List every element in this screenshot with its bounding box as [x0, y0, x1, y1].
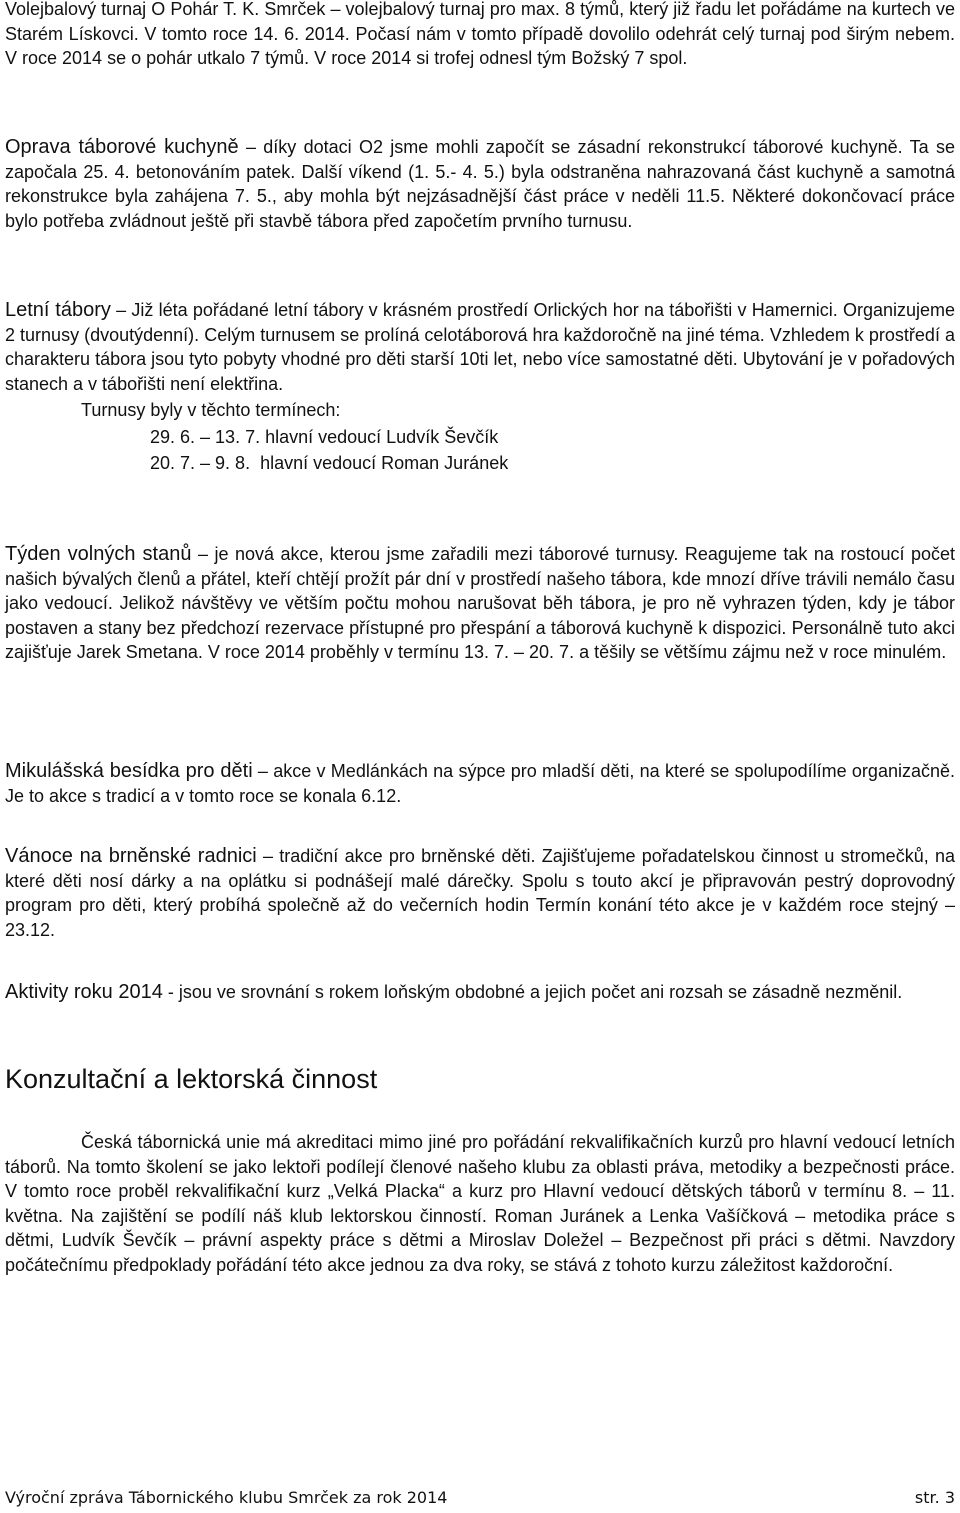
term-item-1: 29. 6. – 13. 7. hlavní vedoucí Ludvík Ševčík [150, 426, 499, 447]
kuchyne-text: – díky dotaci O2 jsme mohli započít se zásadní rekonstrukcí táborové kuchyně. Ta se započala 25. 4. betonováním patek. Další víkend (1. 5.- 4. 5.) byla odstraněna nahrazovaná část kuchyně a samotná rekonstrukce byla zahájena 7. 5., aby mohla být nejzásadnější část práce v neděli 11.5. Některé dokončovací práce bylo potřeba zvládnout ještě při stavbě tábora před započetím prvního turnusu. [5, 137, 955, 231]
tabory-section [5, 298, 955, 476]
page-footer [5, 1488, 955, 1508]
vanoce-paragraph [5, 844, 955, 942]
aktivity-title: Aktivity roku 2014 [5, 981, 163, 1003]
terms-title: Turnusy byly v těchto termínech: [81, 400, 341, 420]
konzultace-text: Česká tábornická unie má akreditaci mimo jiné pro pořádání rekvalifikačních kurzů pro hlavní vedoucí letních táborů. Na tomto školení se jako lektoři podílejí členové našeho klubu za oblasti práva, metodiky a bezpečnosti práce. V tomto roce proběl rekvalifikační kurz „Velká Placka“ a kurz pro Hlavní vedoucí dětských táborů v termínu 8. – 11. května. Na zajištění se podílí náš klub lektorskou činností. Roman Juránek a Lenka Vašíčková – metodika práce s dětmi, Ludvík Ševčík – právní aspekty práce s dětmi a Miroslav Doležel – Bezpečnost při práci s dětmi. Navzdory počátečnímu předpoklady pořádání této akce jednou za dva roky, se stává z tohoto kurzu záležitost každoroční. [5, 1132, 955, 1275]
term-item-2: 20. 7. – 9. 8. hlavní vedoucí Roman Juránek [150, 453, 509, 473]
tabory-title: Letní tábory [5, 299, 111, 321]
tabory-paragraph [5, 298, 955, 396]
mikulas-title: Mikulášská besídka pro děti [5, 760, 253, 782]
aktivity-text: - jsou ve srovnání s rokem loňským obdobné a jejich počet ani rozsah se zásadně nezměnil. [162, 982, 903, 1002]
kuchyne-title: Oprava táborové kuchyně [5, 136, 239, 158]
konzultace-heading: Konzultační a lektorská činnost [5, 1064, 378, 1094]
stany-title: Týden volných stanů [5, 543, 192, 565]
konzultace-paragraph [5, 1130, 955, 1277]
vanoce-title: Vánoce na brněnské radnici [5, 845, 257, 867]
volejbal-text: Volejbalový turnaj O Pohár T. K. Smrček – volejbalový turnaj pro max. 8 týmů, který již řadu let pořádáme na kurtech ve Starém Lískovci. V tomto roce 14. 6. 2014. Počasí nám v tomto případě dovolilo odehrát celý turnaj pod širým nebem. V roce 2014 se o pohár utkalo 7 týmů. V roce 2014 si trofej odnesl tým Božský 7 spol. [5, 0, 955, 68]
aktivity-paragraph [5, 980, 955, 1005]
vanoce-text: – tradiční akce pro brněnské děti. Zajišťujeme pořadatelskou činnost u stromečků, na které děti nosí dárky a na oplátku si podnášejí malé dárečky. Spolu s touto akcí je připravován pestrý doprovodný program pro děti, který probíhá společně až do večerních hodin Termín konání této akce je v každém roce stejný – 23.12. [5, 846, 955, 940]
stany-text: – je nová akce, kterou jsme zařadili mezi táborové turnusy. Reagujeme tak na rostoucí počet našich bývalých členů a přátel, kteří chtějí prožít pár dní v prostředí našeho tábora, kde mnozí dříve trávili nemálo času jako vedoucí. Jelikož návštěvy ve větším počtu mohou narušovat běh tábora, je pro ně vyhrazen týden, kdy je tábor postaven a stany bez předchozí rezervace přístupné pro přespání a táborová kuchyně k dispozici. Personálně tuto akci zajišťuje Jarek Smetana. V roce 2014 proběhly v termínu 13. 7. – 20. 7. a těšily se většímu zájmu než v roce minulém. [5, 544, 956, 662]
document-page [5, 0, 955, 1513]
footer-title: Výroční zpráva Tábornického klubu Smrček za rok 2014 [5, 1488, 448, 1507]
kuchyne-paragraph [5, 135, 955, 233]
mikulas-paragraph [5, 759, 955, 808]
page-number: str. 3 [914, 1488, 955, 1507]
tabory-text: – Již léta pořádané letní tábory v krásném prostředí Orlických hor na tábořišti v Hamernici. Organizujeme 2 turnusy (dvoutýdenní). Celým turnusem se prolíná celotáborová hra každoročně na jiné téma. Vzhledem k prostředí a charakteru tábora jsou tyto pobyty vhodné pro děti starší 10ti let, nebo více samostatné děti. Ubytování je v pořadových stanech a v tábořišti není elektřina. [5, 300, 956, 394]
mikulas-text: – akce v Medlánkách na sýpce pro mladší děti, na které se spolupodílíme organizačně. Je to akce s tradicí a v tomto roce se konala 6.12. [5, 761, 955, 806]
stany-paragraph [5, 542, 955, 665]
volejbal-paragraph [5, 0, 955, 71]
